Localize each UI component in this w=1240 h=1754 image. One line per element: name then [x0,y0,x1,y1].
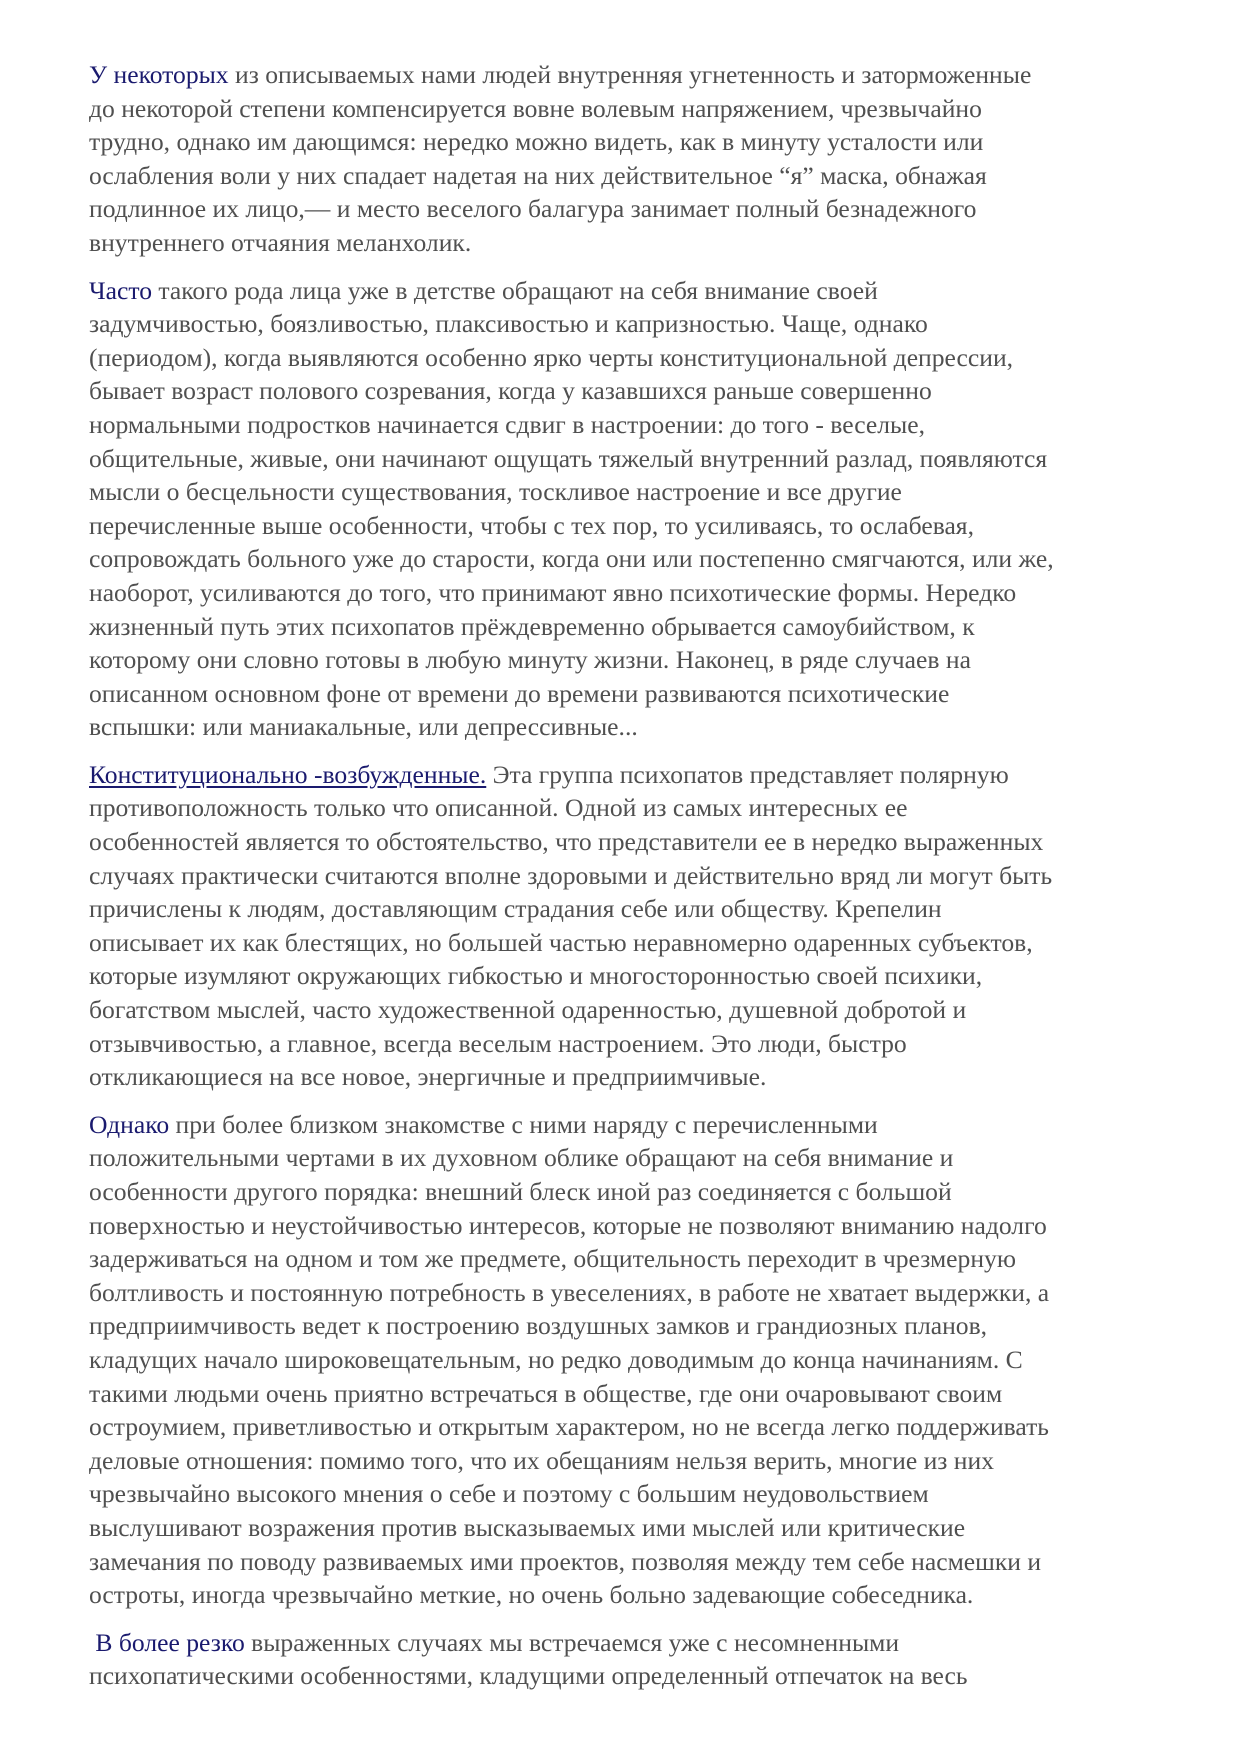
paragraph-line: деловые отношения: помимо того, что их обещаниям нельзя верить, многие из них [89,1445,994,1475]
paragraph-4 [89,1108,1209,1612]
paragraph-line: выслушивают возражения против высказываемых ими мыслей или критические [89,1512,966,1542]
paragraph-line: остроты, иногда чрезвычайно меткие, но очень больно задевающие собеседника. [89,1580,974,1610]
paragraph-line: откликающиеся на все новое, энергичные и предприимчивые. [89,1062,767,1092]
paragraph-line: описывает их как блестящих, но большей частью неравномерно одаренных субъектов, [89,927,1033,957]
paragraph-line: перечисленные выше особенности, чтобы с тех пор, то усиливаясь, то ослабевая, [89,510,974,540]
paragraph-line: поверхностью и неустойчивостью интересов, которые не позволяют вниманию надолго [89,1210,1047,1240]
paragraph-line: задерживаться на одном и том же предмете, общительность переходит в чрезмерную [89,1244,1016,1274]
paragraph-line: подлинное их лицо,— и место веселого балагура занимает полный безнадежного [89,194,977,224]
document-page [89,58,1209,1707]
paragraph-line: предприимчивость ведет к построению воздушных замков и грандиозных планов, [89,1311,988,1341]
paragraph-line: такими людьми очень приятно встречаться в обществе, где они очаровывают своим [89,1378,1003,1408]
line-text: при более близком знакомстве с ними наряду с перечисленными [169,1109,878,1139]
paragraph-line: нормальными подростков начинается сдвиг в настроении: до того - веселые, [89,409,925,439]
paragraph-line [89,58,1209,92]
paragraph-line: ослабления воли у них спадает надетая на них действительное “я” маска, обнажая [89,160,987,190]
paragraph-1 [89,58,1209,260]
paragraph-line: мысли о бесцельности существования, тоскливое настроение и все другие [89,477,902,507]
line-text: Эта группа психопатов представляет полярную [486,759,1009,789]
paragraph-line: сопровождать больного уже до старости, когда они или постепенно смягчаются, или же, [89,544,1054,574]
paragraph-2 [89,274,1209,744]
paragraph-line: психопатическими особенностями, кладущими определенный отпечаток на весь [89,1661,968,1691]
paragraph-line: общительные, живые, они начинают ощущать тяжелый внутренний разлад, появляются [89,443,1048,473]
paragraph-line: особенности другого порядка: внешний блеск иной раз соединяется с большой [89,1177,952,1206]
paragraph-line: трудно, однако им дающимся: нередко можно видеть, как в минуту усталости или [89,127,984,157]
paragraph-lead: В более резко [89,1627,245,1657]
paragraph-line: которые изумляют окружающих гибкостью и многосторонностью своей психики, [89,961,983,991]
paragraph-line: наоборот, усиливаются до того, что принимают явно психотические формы. Нередко [89,577,1017,607]
paragraph-line: кладущих начало широковещательным, но редко доводимым до конца начинаниям. С [89,1344,1023,1374]
paragraph-line: отзывчивостью, а главное, всегда веселым настроением. Это люди, быстро [89,1028,907,1058]
paragraph-line [89,1108,1209,1142]
paragraph-line: жизненный путь этих психопатов прёждевременно обрывается самоубийством, к [89,611,975,641]
paragraph-lead: Часто [89,275,152,305]
paragraph-line [89,758,1209,792]
paragraph-line: остроумием, приветливостью и открытым характером, но не всегда легко поддерживать [89,1412,1049,1442]
paragraph-line: болтливость и постоянную потребность в увеселениях, в работе не хватает выдержки, а [89,1277,1050,1307]
paragraph-line: особенностей является то обстоятельство, что представители ее в нередко выраженных [89,827,1044,857]
paragraph-line: задумчивостью, боязливостью, плаксивостью и капризностью. Чаще, однако [89,309,928,339]
paragraph-line: противоположность только что описанной. Одной из самых интересных ее [89,793,908,823]
paragraph-lead: Однако [89,1109,170,1139]
paragraph-5 [89,1626,1209,1693]
paragraph-line: которому они словно готовы в любую минуту жизни. Наконец, в ряде случаев на [89,645,971,675]
line-text: из описываемых нами людей внутренняя угнетенность и заторможенные [228,60,1032,89]
paragraph-line: внутреннего отчаяния меланхолик. [89,227,472,257]
paragraph-3 [89,758,1209,1094]
paragraph-line: до некоторой степени компенсируется вовне волевым напряжением, чрезвычайно [89,93,982,123]
paragraph-line: замечания по поводу развиваемых ими проектов, позволяя между тем себе насмешки и [89,1546,1042,1576]
paragraph-lead: У некоторых [89,60,229,89]
paragraph-line: случаях практически считаются вполне здоровыми и действительно вряд ли могут быть [89,860,1053,890]
paragraph-line: положительными чертами в их духовном облике обращают на себя внимание и [89,1143,954,1173]
paragraph-line: причислены к людям, доставляющим страдания себе или обществу. Крепелин [89,894,942,924]
paragraph-line [89,1626,1209,1660]
paragraph-line [89,274,1209,308]
line-text: выраженных случаях мы встречаемся уже с несомненными [244,1627,900,1657]
line-text: такого рода лица уже в детстве обращают на себя внимание своей [152,275,878,305]
paragraph-line: вспышки: или маниакальные, или депрессивные... [89,712,638,742]
paragraph-line: описанном основном фоне от времени до времени развиваются психотические [89,678,950,708]
paragraph-line: (периодом), когда выявляются особенно ярко черты конституциональной депрессии, [89,342,1014,372]
paragraph-line: богатством мыслей, часто художественной одаренностью, душевной добротой и [89,995,967,1025]
paragraph-line: бывает возраст полового созревания, когда у казавшихся раньше совершенно [89,376,932,406]
paragraph-line: чрезвычайно высокого мнения о себе и поэтому с большим неудовольствием [89,1479,929,1509]
paragraph-lead-link[interactable]: Конституционально -возбужденные. [89,759,487,789]
